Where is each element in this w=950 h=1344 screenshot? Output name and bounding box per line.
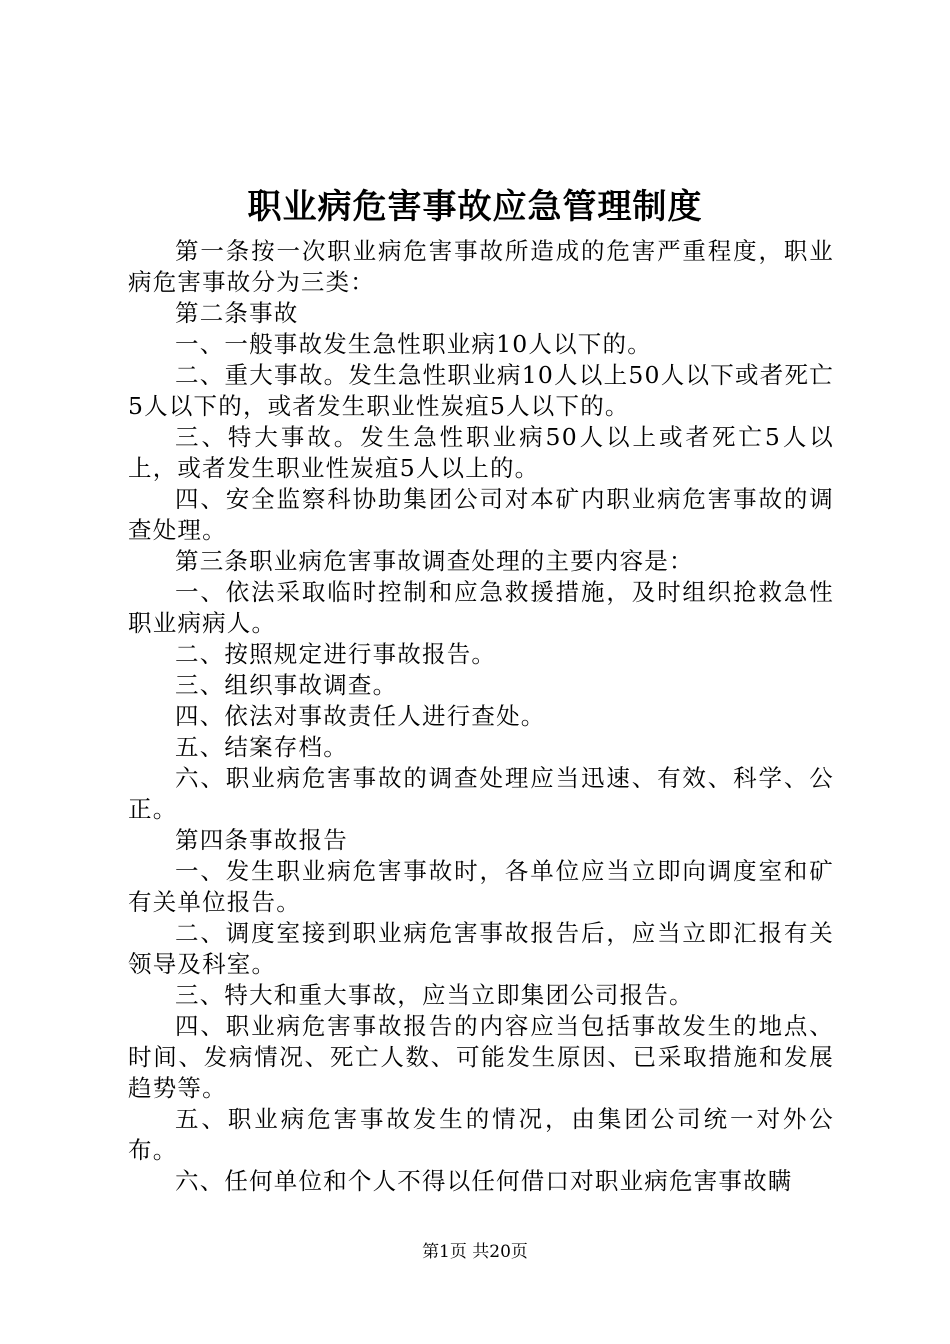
paragraph: 三、组织事故调查。 xyxy=(175,671,398,699)
paragraph: 六、职业病危害事故的调查处理应当迅速、有效、科学、公正。 xyxy=(128,764,834,823)
paragraph: 一、发生职业病危害事故时，各单位应当立即向调度室和矿有关单位报告。 xyxy=(128,857,834,916)
paragraph: 一、依法采取临时控制和应急救援措施，及时组织抢救急性职业病病人。 xyxy=(128,578,834,637)
paragraph: 五、职业病危害事故发生的情况，由集团公司统一对外公布。 xyxy=(128,1105,834,1164)
paragraph: 一、一般事故发生急性职业病10人以下的。 xyxy=(175,330,652,358)
page-number-footer: 第1页 共20页 xyxy=(422,1242,528,1262)
paragraph: 三、特大事故。发生急性职业病50人以上或者死亡5人以上，或者发生职业性炭疽5人以上的。 xyxy=(128,423,834,482)
paragraph: 第三条职业病危害事故调查处理的主要内容是： xyxy=(175,547,694,575)
paragraph: 第四条事故报告 xyxy=(175,826,348,854)
paragraph: 二、按照规定进行事故报告。 xyxy=(175,640,497,668)
paragraph: 六、任何单位和个人不得以任何借口对职业病危害事故瞒 xyxy=(175,1167,793,1195)
paragraph: 四、依法对事故责任人进行查处。 xyxy=(175,702,546,730)
paragraph: 二、重大事故。发生急性职业病10人以上50人以下或者死亡5人以下的，或者发生职业性炭疽5人以下的。 xyxy=(128,361,834,420)
paragraph: 三、特大和重大事故，应当立即集团公司报告。 xyxy=(175,981,694,1009)
paragraph: 第一条按一次职业病危害事故所造成的危害严重程度，职业病危害事故分为三类： xyxy=(128,237,834,296)
paragraph: 二、调度室接到职业病危害事故报告后，应当立即汇报有关领导及科室。 xyxy=(128,919,834,978)
document-body xyxy=(128,236,834,1197)
paragraph: 五、结案存档。 xyxy=(175,733,348,761)
document-title: 职业病危害事故应急管理制度 xyxy=(247,187,703,227)
paragraph: 四、安全监察科协助集团公司对本矿内职业病危害事故的调查处理。 xyxy=(128,485,834,544)
paragraph: 四、职业病危害事故报告的内容应当包括事故发生的地点、时间、发病情况、死亡人数、可能发生原因、已采取措施和发展趋势等。 xyxy=(128,1012,834,1102)
paragraph: 第二条事故 xyxy=(175,299,299,327)
